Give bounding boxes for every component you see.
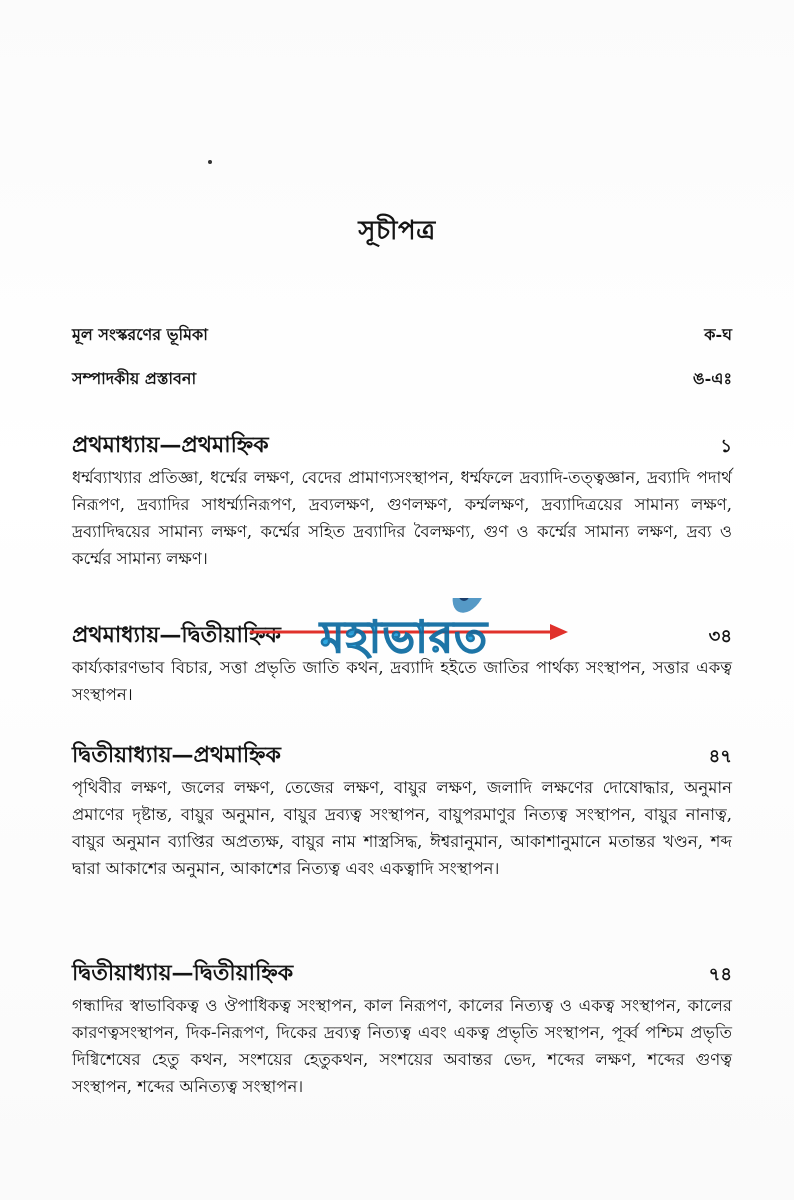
chapter-entry bbox=[72, 738, 732, 882]
front-matter-row bbox=[72, 366, 732, 392]
chapter-contents: গন্ধাদির স্বাভাবিকত্ব ও ঔপাধিকত্ব সংস্থাপন, কাল নিরূপণ, কালের নিত্যত্ব ও একত্ব সংস্থাপন, কালের কারণত্বসংস্থাপন, দিক-নিরূপণ, দিকের দ্রব্যত্ব নিত্যত্ব এবং একত্ব প্রভৃতি সংস্থাপন, পূর্ব্ব পশ্চিম প্রভৃতি দিগ্বিশেষের হেতু কথন, সংশয়ের হেতুকথন, সংশয়ের অবান্তর ভেদ, শব্দের লক্ষণ, শব্দের গুণত্ব সংস্থাপন, শব্দের অনিত্যত্ব সংস্থাপন। bbox=[72, 996, 732, 1096]
front-matter-label: সম্পাদকীয় প্রস্তাবনা bbox=[72, 369, 197, 388]
bleed-through-text bbox=[470, 95, 770, 155]
chapter-title: দ্বিতীয়াধ্যায়—প্রথমাহ্নিক bbox=[72, 742, 281, 768]
chapter-page: ৩৪ bbox=[708, 626, 732, 647]
front-matter-page: ক-ঘ bbox=[704, 325, 732, 344]
chapter-entry bbox=[72, 956, 732, 1100]
watermark-logo bbox=[250, 598, 570, 678]
chapter-page: ৭৪ bbox=[708, 964, 732, 985]
chapter-contents: কার্য্যকারণভাব বিচার, সত্তা প্রভৃতি জাতি কথন, দ্রব্যাদি হইতে জাতির পার্থক্য সংস্থাপন, সত্তার একত্ব সংস্থাপন। bbox=[72, 658, 732, 704]
chapter-contents: পৃথিবীর লক্ষণ, জলের লক্ষণ, তেজের লক্ষণ, বায়ুর লক্ষণ, জলাদি লক্ষণের দোষোদ্ধার, অনুমান প্রমাণের দৃষ্টান্ত, বায়ুর অনুমান, বায়ুর দ্রব্যত্ব সংস্থাপন, বায়ুপরমাণুর নিত্যত্ব সংস্থাপন, বায়ুর নানাত্ব, বায়ুর অনুমান ব্যাপ্তির অপ্রত্যক্ষ, বায়ুর নাম শাস্ত্রসিদ্ধ, ঈশ্বরানুমান, আকাশানুমানে মতান্তর খণ্ডন, শব্দ দ্বারা আকাশের অনুমান, আকাশের নিত্যত্ব এবং একত্বাদি সংস্থাপন। bbox=[72, 778, 732, 878]
front-matter-page: ঙ-এঃ bbox=[692, 369, 732, 388]
page-title: সূচীপত্র bbox=[358, 216, 436, 246]
chapter-title: দ্বিতীয়াধ্যায়—দ্বিতীয়াহ্নিক bbox=[72, 960, 294, 986]
ink-dot bbox=[208, 160, 212, 164]
chapter-contents: ধর্ম্মব্যাখ্যার প্রতিজ্ঞা, ধর্ম্মের লক্ষণ, বেদের প্রামাণ্যসংস্থাপন, ধর্ম্মফলে দ্রব্যাদি-তত্ত্বজ্ঞান, দ্রব্যাদি পদার্থ নিরূপণ, দ্রব্যাদির সাধর্ম্ম্যনিরূপণ, দ্রব্যলক্ষণ, গুণলক্ষণ, কর্ম্মলক্ষণ, দ্রব্যাদিত্রয়ের সামান্য লক্ষণ, দ্রব্যাদিদ্বয়ের সামান্য লক্ষণ, কর্ম্মের সহিত দ্রব্যাদির বৈলক্ষণ্য, গুণ ও কর্ম্মের সামান্য লক্ষণ, দ্রব্য ও কর্ম্মের সামান্য লক্ষণ। bbox=[72, 468, 732, 568]
chapter-page: ১ bbox=[720, 436, 732, 457]
watermark-text: মহাভারত bbox=[320, 612, 489, 663]
chapter-title: প্রথমাধ্যায়—দ্বিতীয়াহ্নিক bbox=[72, 622, 281, 648]
front-matter-label: মূল সংস্করণের ভূমিকা bbox=[72, 325, 208, 344]
chapter-page: ৪৭ bbox=[708, 746, 732, 767]
front-matter-row bbox=[72, 322, 732, 348]
chapter-entry bbox=[72, 428, 732, 572]
chapter-title: প্রথমাধ্যায়—প্রথমাহ্নিক bbox=[72, 432, 269, 458]
